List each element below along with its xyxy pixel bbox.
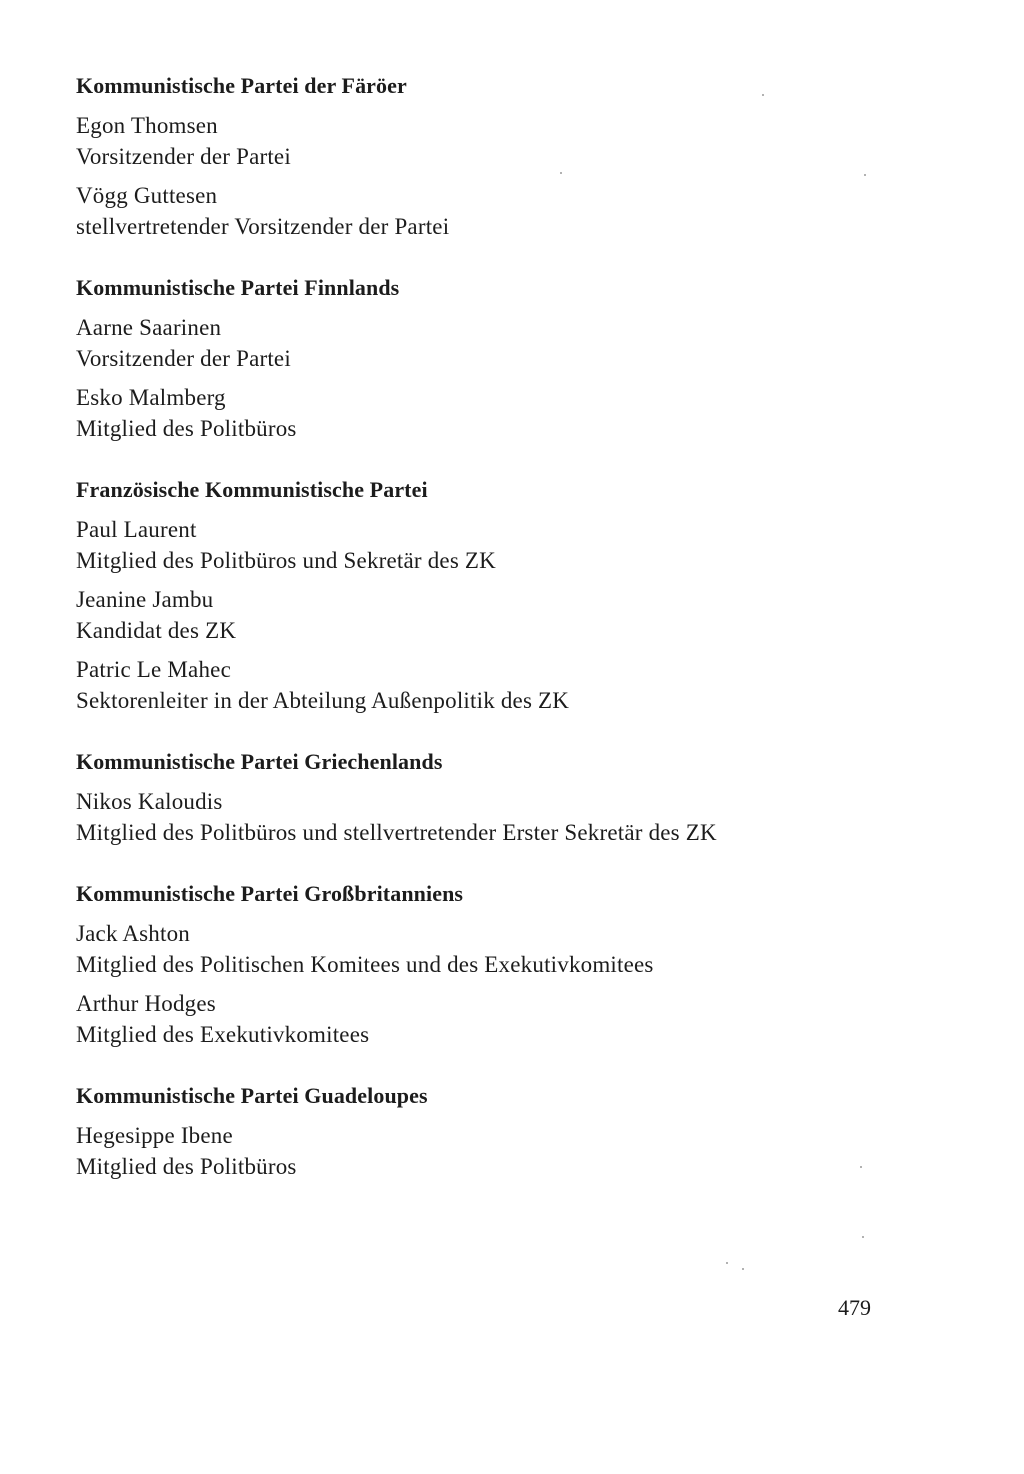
- party-heading: Kommunistische Partei Finnlands: [76, 275, 400, 300]
- party-section: [76, 746, 956, 848]
- delegation-list: [76, 70, 956, 1182]
- delegate-entry: [76, 1120, 956, 1182]
- party-section: [76, 272, 956, 444]
- delegate-role: Kandidat des ZK: [76, 618, 237, 643]
- delegate-name: Vögg Guttesen: [76, 183, 218, 208]
- delegate-entry: [76, 180, 956, 242]
- delegate-name: Nikos Kaloudis: [76, 789, 223, 814]
- delegate-role: Mitglied des Exekutivkomitees: [76, 1022, 370, 1047]
- party-section: [76, 70, 956, 242]
- delegate-entry: [76, 786, 956, 848]
- party-heading: Kommunistische Partei der Färöer: [76, 73, 407, 98]
- party-heading: Kommunistische Partei Griechenlands: [76, 749, 443, 774]
- delegate-entry: [76, 988, 956, 1050]
- delegate-role: Mitglied des Politbüros und Sekretär des ZK: [76, 548, 496, 573]
- delegate-role: Mitglied des Politbüros und stellvertretender Erster Sekretär des ZK: [76, 820, 717, 845]
- delegate-role: Vorsitzender der Partei: [76, 144, 291, 169]
- delegate-name: Jeanine Jambu: [76, 587, 214, 612]
- party-heading: Kommunistische Partei Großbritanniens: [76, 881, 464, 906]
- delegate-entry: [76, 514, 956, 576]
- delegate-name: Aarne Saarinen: [76, 315, 222, 340]
- delegate-entry: [76, 918, 956, 980]
- delegate-role: Sektorenleiter in der Abteilung Außenpolitik des ZK: [76, 688, 570, 713]
- scan-speck: [742, 1268, 744, 1270]
- delegate-entry: [76, 110, 956, 172]
- delegate-role: Mitglied des Politbüros: [76, 416, 297, 441]
- delegate-entry: [76, 584, 956, 646]
- delegate-name: Patric Le Mahec: [76, 657, 231, 682]
- delegate-role: Mitglied des Politischen Komitees und des Exekutivkomitees: [76, 952, 654, 977]
- delegate-role: Vorsitzender der Partei: [76, 346, 291, 371]
- delegate-entry: [76, 654, 956, 716]
- scan-speck: [762, 94, 764, 96]
- delegate-role: stellvertretender Vorsitzender der Partei: [76, 214, 450, 239]
- page-number: 479: [838, 1295, 871, 1320]
- delegate-name: Egon Thomsen: [76, 113, 218, 138]
- delegate-name: Arthur Hodges: [76, 991, 216, 1016]
- party-section: [76, 474, 956, 716]
- delegate-name: Paul Laurent: [76, 517, 197, 542]
- delegate-entry: [76, 382, 956, 444]
- scan-speck: [726, 1262, 728, 1264]
- delegate-name: Hegesippe Ibene: [76, 1123, 233, 1148]
- party-heading: Kommunistische Partei Guadeloupes: [76, 1083, 428, 1108]
- scan-speck: [560, 172, 562, 174]
- scan-speck: [860, 1166, 862, 1168]
- delegate-name: Esko Malmberg: [76, 385, 226, 410]
- party-section: [76, 878, 956, 1050]
- scan-speck: [864, 174, 866, 176]
- party-section: [76, 1080, 956, 1182]
- scan-speck: [862, 1236, 864, 1238]
- party-heading: Französische Kommunistische Partei: [76, 477, 428, 502]
- delegate-name: Jack Ashton: [76, 921, 190, 946]
- delegate-entry: [76, 312, 956, 374]
- delegate-role: Mitglied des Politbüros: [76, 1154, 297, 1179]
